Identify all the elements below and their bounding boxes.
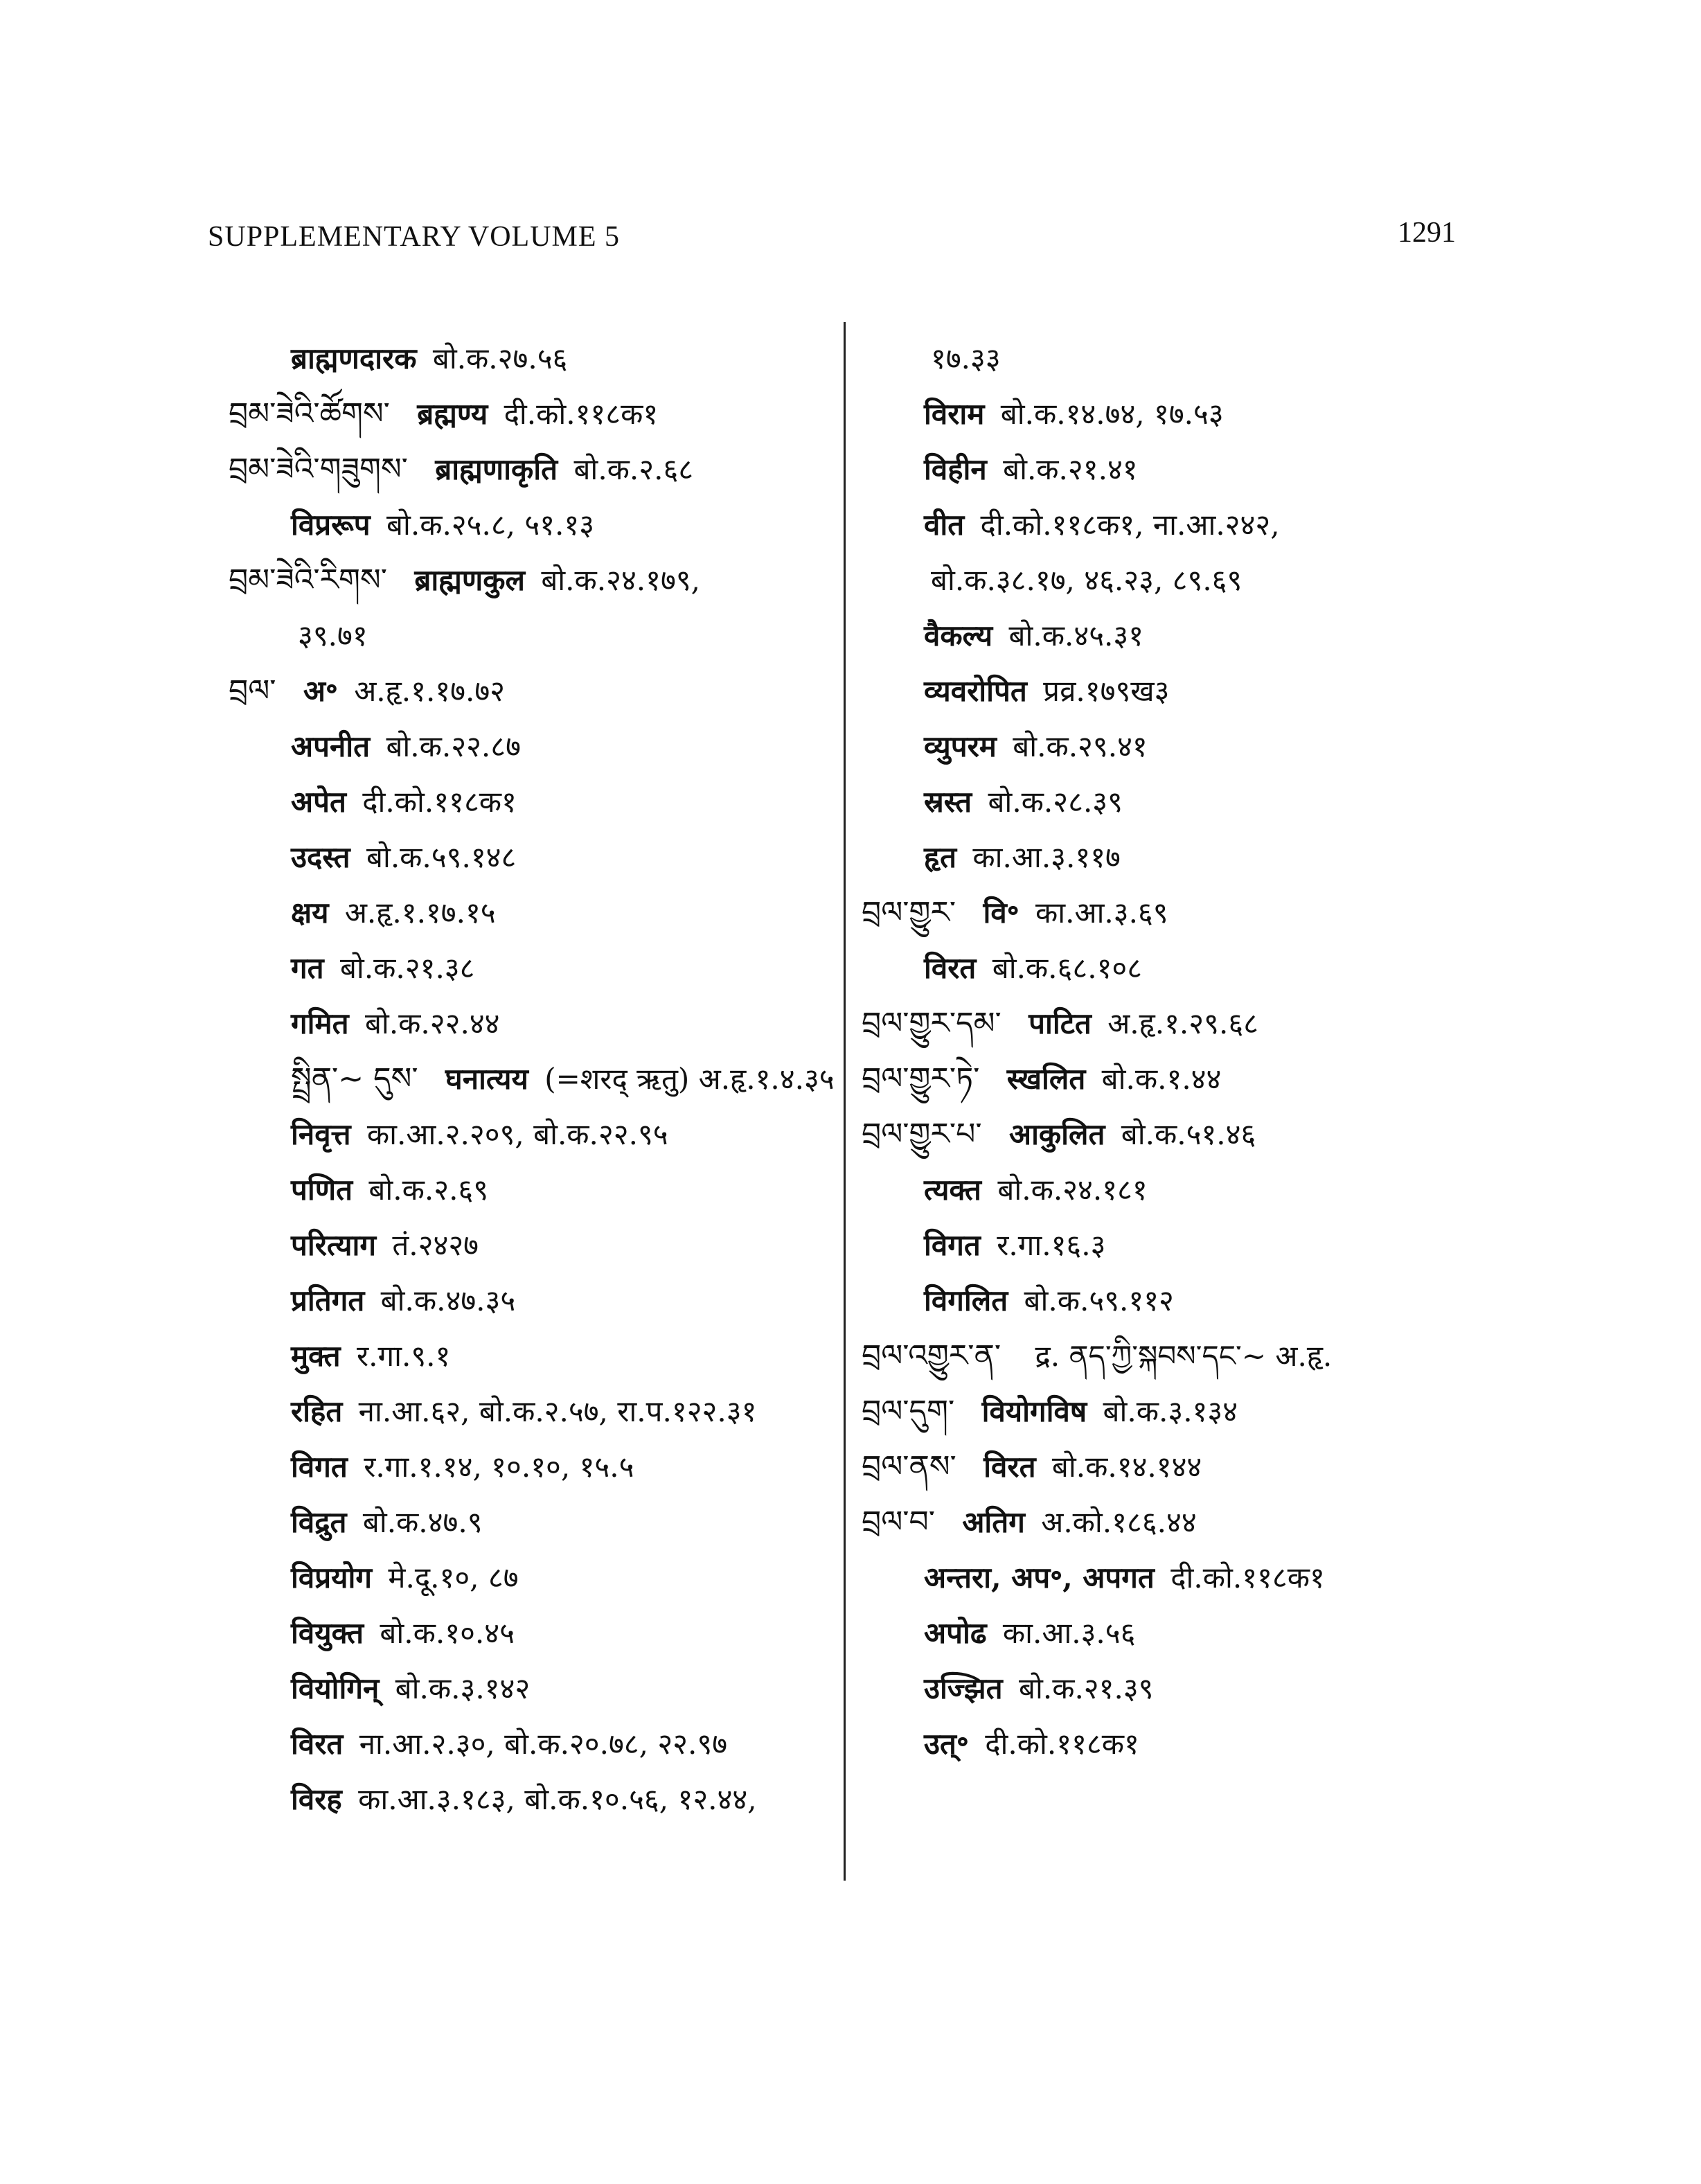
tibetan-headword: བྲལ་གྱུར་ཏེ་ [862,1061,980,1097]
dictionary-entry [862,885,1554,941]
sanskrit-term: हृत [924,840,957,874]
sanskrit-term: अन्तरा, अप॰, अपगत [924,1561,1155,1595]
sanskrit-term: विरत [291,1727,344,1761]
dictionary-entry [229,885,838,941]
tibetan-headword: བྲལ་དུག་ [862,1394,955,1429]
sanskrit-term: वैकल्य [924,619,993,652]
sanskrit-term: आकुलित [1008,1117,1105,1151]
sanskrit-term: अपेत [291,785,346,819]
sanskrit-term: पाटित [1028,1006,1092,1040]
sanskrit-term: अपोढ [924,1616,987,1650]
running-head: SUPPLEMENTARY VOLUME 5 [208,221,621,253]
sanskrit-term: वियोगिन् [291,1671,380,1705]
dictionary-entry [862,1661,1554,1716]
dictionary-entry [229,1716,838,1772]
citation: बो.क.४७.३५ [380,1284,516,1317]
sanskrit-term: विरत [924,951,977,985]
dictionary-entry [862,608,1554,664]
dictionary-entry [229,608,838,664]
citation: र.गा.१.१४, १०.१०, १५.५ [364,1450,634,1484]
dictionary-entry [862,553,1554,608]
sanskrit-term: उत्॰ [924,1727,969,1761]
citation: अ.हृ.१.१७.७२ [354,674,506,708]
citation: बो.क.२१.३९ [1018,1671,1154,1705]
dictionary-entry [229,1162,838,1218]
citation: दी.को.११८क१ [504,397,659,431]
sanskrit-term: विगत [924,1228,981,1262]
dictionary-entry [229,1384,838,1439]
citation: मे.दू.१०, ८७ [388,1561,519,1595]
citation: बो.क.५१.४६ [1121,1117,1256,1151]
left-column [229,331,838,1827]
dictionary-entry [862,664,1554,719]
citation: बो.क.३.१४२ [395,1671,531,1705]
citation: १७.३३ [931,341,1001,375]
dictionary-entry [229,442,838,497]
citation: बो.क.३८.१७, ४६.२३, ८९.६९ [931,563,1243,597]
citation: द्र. ནད་ཀྱི་སྐབས་དང་~ अ.हृ. [1035,1339,1333,1373]
dictionary-entry [229,830,838,885]
sanskrit-term: वीत [924,508,965,542]
citation: का.आ.३.६९ [1035,896,1168,930]
dictionary-entry [229,1218,838,1273]
dictionary-entry [862,1218,1554,1273]
citation: ३९.७१ [298,619,368,652]
citation: बो.क.२१.४१ [1003,452,1138,486]
sanskrit-term: वियुक्त [291,1616,364,1650]
sanskrit-term: स्खलित [1006,1062,1086,1096]
citation: र.गा.९.१ [356,1339,451,1373]
dictionary-entry [862,1550,1554,1606]
citation: बो.क.२२.४४ [364,1006,500,1040]
citation: बो.क.३.१३४ [1103,1394,1238,1428]
citation: अ.को.१८६.४४ [1041,1505,1197,1539]
sanskrit-term: घनात्यय [445,1062,528,1096]
dictionary-entry [229,1273,838,1329]
sanskrit-term: व्युपरम [924,729,997,763]
tibetan-headword: བྲམ་ཟེའི་རིགས་ [229,562,387,598]
dictionary-entry [862,1495,1554,1550]
dictionary-entry [229,553,838,608]
sanskrit-term: ब्राह्मणकुल [414,563,525,597]
citation: बो.क.१४.१४४ [1051,1450,1202,1484]
dictionary-entry [229,774,838,830]
citation: का.आ.३.११७ [972,840,1121,874]
dictionary-entry [229,1661,838,1716]
dictionary-entry [862,1107,1554,1162]
citation: का.आ.३.१८३, बो.क.१०.५६, १२.४४, [358,1782,757,1816]
sanskrit-term: उदस्त [291,840,350,874]
tibetan-headword: སྤྲིན་~ དུས་ [291,1061,418,1097]
citation: बो.क.४५.३१ [1008,619,1144,652]
citation: बो.क.२२.८७ [386,729,521,763]
dictionary-entry [229,1495,838,1550]
sanskrit-term: ब्राह्मणाकृति [435,452,558,486]
dictionary-entry [862,1439,1554,1495]
citation: का.आ.३.५६ [1002,1616,1136,1650]
sanskrit-term: व्यवरोपित [924,674,1027,708]
sanskrit-term: रहित [291,1394,343,1428]
dictionary-entry [229,1550,838,1606]
citation: बो.क.२४.१८१ [997,1173,1148,1207]
citation: बो.क.२.६८ [573,452,694,486]
dictionary-entry [862,1329,1554,1384]
sanskrit-term: पणित [291,1173,353,1207]
tibetan-headword: བྲལ་གྱུར་ [862,895,956,930]
dictionary-entry [229,719,838,774]
sanskrit-term: उज्झित [924,1671,1003,1705]
citation: र.गा.१६.३ [997,1228,1106,1262]
citation: बो.क.२८.३९ [988,785,1123,819]
citation: (=शरद् ऋतु) अ.हृ.१.४.३५ [544,1062,835,1096]
dictionary-entry [229,1439,838,1495]
dictionary-entry [862,996,1554,1051]
tibetan-headword: བྲམ་ཟེའི་གཟུགས་ [229,452,408,487]
citation: बो.क.१.४४ [1101,1062,1222,1096]
citation: बो.क.५९.१४८ [366,840,517,874]
sanskrit-term: गमित [291,1006,349,1040]
dictionary-entry [862,774,1554,830]
dictionary-entry [229,941,838,996]
citation: बो.क.२५.८, ५१.१३ [386,508,595,542]
citation: ना.आ.६२, बो.क.२.५७, रा.प.१२२.३१ [358,1394,757,1428]
dictionary-entry [862,830,1554,885]
citation: दी.को.११८क१, ना.आ.२४२, [980,508,1280,542]
sanskrit-term: प्रतिगत [291,1284,365,1317]
tibetan-headword: བྲམ་ཟེའི་ཚོགས་ [229,396,390,432]
page-number: 1291 [1398,217,1456,249]
citation: बो.क.२७.५६ [432,341,568,375]
dictionary-entry [229,1606,838,1661]
sanskrit-term: विरह [291,1782,342,1816]
citation: अ.हृ.१.२९.६८ [1107,1006,1258,1040]
dictionary-entry [862,331,1554,387]
sanskrit-term: ब्राह्मणदारक [291,341,417,375]
dictionary-entry [862,941,1554,996]
dictionary-entry [229,1051,838,1107]
tibetan-headword: བྲལ་གྱུར་པ་ [862,1117,982,1152]
tibetan-headword: བྲལ་བ་ [862,1504,935,1540]
dictionary-entry [862,1162,1554,1218]
sanskrit-term: अपनीत [291,729,371,763]
sanskrit-term: वि॰ [983,896,1019,930]
citation: बो.क.४७.९ [362,1505,483,1539]
dictionary-entry [229,387,838,442]
sanskrit-term: विद्रुत [291,1505,347,1539]
dictionary-entry [229,996,838,1051]
citation: बो.क.५९.११२ [1024,1284,1174,1317]
sanskrit-term: गत [291,951,324,985]
citation: बो.क.२४.१७९, [541,563,701,597]
dictionary-entry [862,719,1554,774]
sanskrit-term: विप्रयोग [291,1561,373,1595]
sanskrit-term: विराम [924,397,985,431]
dictionary-entry [229,1329,838,1384]
sanskrit-term: विहीन [924,452,987,486]
citation: दी.को.११८क१ [362,785,517,819]
sanskrit-term: वियोगविष [981,1394,1087,1428]
sanskrit-term: क्षय [291,896,329,930]
sanskrit-term: ब्रह्मण्य [417,397,488,431]
citation: दी.को.११८क१ [1170,1561,1325,1595]
citation: बो.क.२१.३८ [339,951,475,985]
dictionary-entry [862,1051,1554,1107]
citation: बो.क.१०.४५ [380,1616,515,1650]
sanskrit-term: त्यक्त [924,1173,981,1207]
dictionary-entry [229,497,838,553]
citation: बो.क.१४.७४, १७.५३ [1000,397,1224,431]
citation: दी.को.११८क१ [985,1727,1139,1761]
sanskrit-term: विगत [291,1450,348,1484]
dictionary-entry [862,1273,1554,1329]
tibetan-headword: བྲལ་ནས་ [862,1449,956,1484]
dictionary-entry [862,1384,1554,1439]
citation: बो.क.२९.४१ [1013,729,1148,763]
dictionary-entry [862,497,1554,553]
sanskrit-term: विगलित [924,1284,1008,1317]
sanskrit-term: विप्ररूप [291,508,371,542]
dictionary-entry [862,1716,1554,1772]
dictionary-entry [862,387,1554,442]
citation: प्रव्र.१७९ख३ [1043,674,1170,708]
citation: अ.हृ.१.१७.१५ [344,896,496,930]
citation: बो.क.६८.१०८ [992,951,1143,985]
sanskrit-term: अतिग [962,1505,1025,1539]
sanskrit-term: परित्याग [291,1228,376,1262]
citation: ना.आ.२.३०, बो.क.२०.७८, २२.९७ [359,1727,728,1761]
citation: बो.क.२.६९ [368,1173,489,1207]
dictionary-entry [229,1107,838,1162]
dictionary-entry [229,664,838,719]
sanskrit-term: स्रस्त [924,785,972,819]
dictionary-entry [862,1606,1554,1661]
citation: का.आ.२.२०९, बो.क.२२.९५ [366,1117,668,1151]
sanskrit-term: मुक्त [291,1339,341,1373]
sanskrit-term: निवृत्त [291,1117,351,1151]
column-divider [844,322,846,1881]
tibetan-headword: བྲལ་འགྱུར་ན་ [862,1338,1001,1374]
sanskrit-term: अ॰ [303,674,338,708]
dictionary-entry [229,1772,838,1827]
tibetan-headword: བྲལ་གྱུར་དམ་ [862,1006,1001,1041]
dictionary-entry [862,442,1554,497]
dictionary-entry [229,331,838,387]
sanskrit-term: विरत [983,1450,1036,1484]
right-column [862,331,1554,1772]
tibetan-headword: བྲལ་ [229,673,276,709]
citation: तं.२४२७ [392,1228,479,1262]
